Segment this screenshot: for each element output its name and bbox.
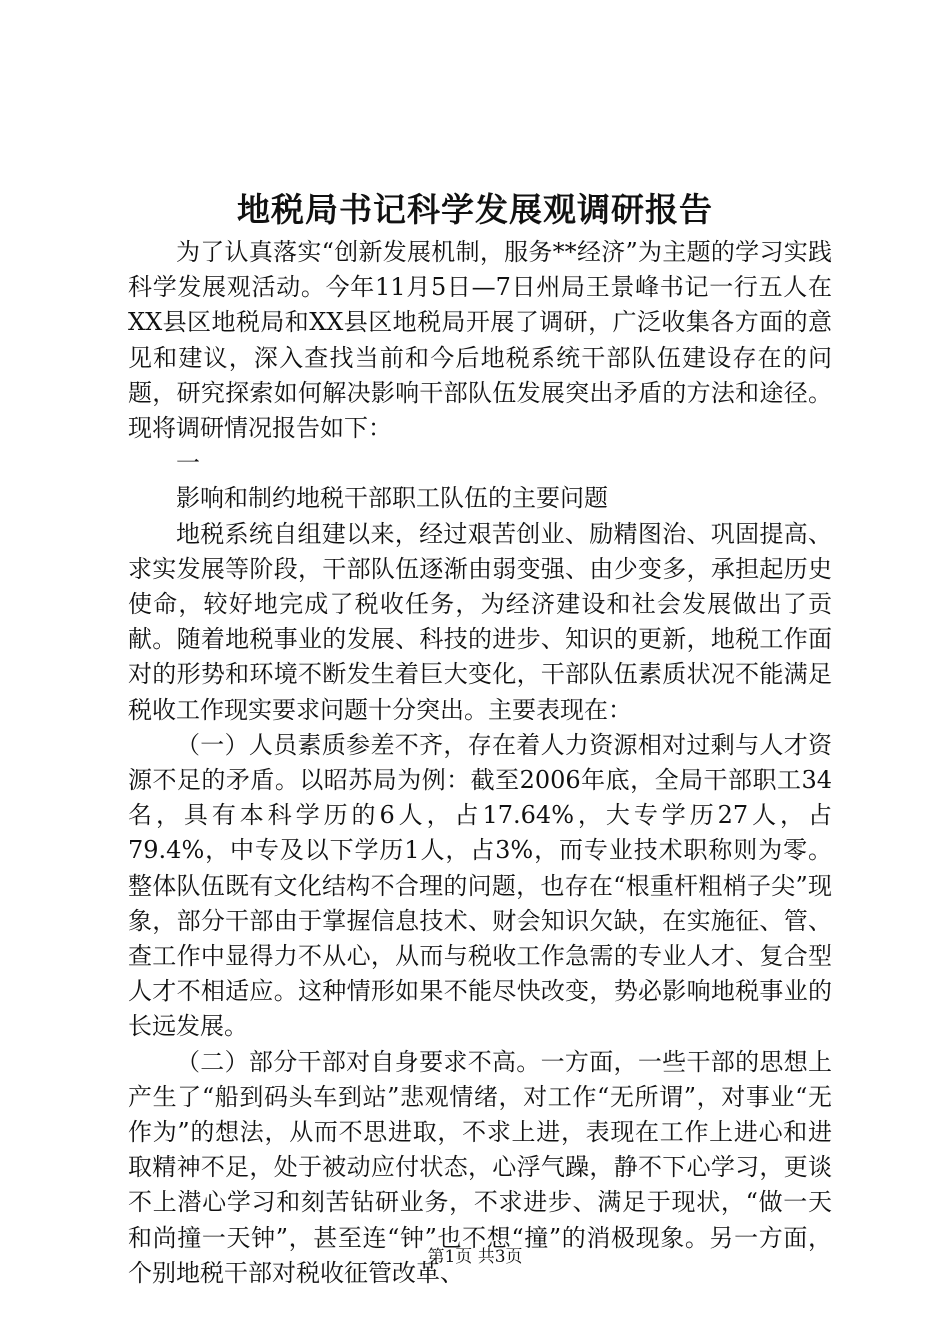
paragraph-intro: 为了认真落实“创新发展机制，服务**经济”为主题的学习实践科学发展观活动。今年11月5日—7日州局王景峰书记一行五人在XX县区地税局和XX县区地税局开展了调研，广泛收集各方面的意见和建议，深入查找当前和今后地税系统干部队伍建设存在的问题，研究探索如何解决影响干部队伍发展突出矛盾的方法和途径。现将调研情况报告如下： — [128, 238, 832, 443]
page-footer: 第1页 共3页 — [427, 1247, 523, 1267]
section-heading: 影响和制约地税干部职工队伍的主要问题 — [176, 484, 608, 513]
paragraph-point-two: （二）部分干部对自身要求不高。一方面，一些干部的思想上产生了“船到码头车到站”悲观情绪，对工作“无所谓”，对事业“无作为”的想法，从而不思进取，不求上进，表现在工作上进心和进取精神不足，处于被动应付状态，心浮气躁，静不下心学习，更谈不上潜心学习和刻苦钻研业务，不求进步、满足于现状，“做一天和尚撞一天钟”，甚至连“钟”也不想“撞”的消极现象。另一方面，个别地税干部对税收征管改革、 — [128, 1047, 832, 1287]
paragraph-overview: 地税系统自组建以来，经过艰苦创业、励精图治、巩固提高、求实发展等阶段，干部队伍逐渐由弱变强、由少变多，承担起历史使命，较好地完成了税收任务，为经济建设和社会发展做出了贡献。随着地税事业的发展、科技的进步、知识的更新，地税工作面对的形势和环境不断发生着巨大变化，干部队伍素质状况不能满足税收工作现实要求问题十分突出。主要表现在： — [128, 519, 832, 724]
document-title: 地税局书记科学发展观调研报告 — [237, 190, 713, 229]
paragraph-point-one: （一）人员素质参差不齐，存在着人力资源相对过剩与人才资源不足的矛盾。以昭苏局为例：截至2006年底，全局干部职工34名，具有本科学历的6人，占17.64%，大专学历27人，占79.4%，中专及以下学历1人，占3%，而专业技术职称则为零。整体队伍既有文化结构不合理的问题，也存在“根重杆粗梢子尖”现象，部分干部由于掌握信息技术、财会知识欠缺，在实施征、管、查工作中显得力不从心，从而与税收工作急需的专业人才、复合型人才不相适应。这种情形如果不能尽快改变，势必影响地税事业的长远发展。 — [128, 730, 832, 1041]
section-number: 一 — [176, 449, 200, 478]
document-body — [128, 235, 832, 1291]
